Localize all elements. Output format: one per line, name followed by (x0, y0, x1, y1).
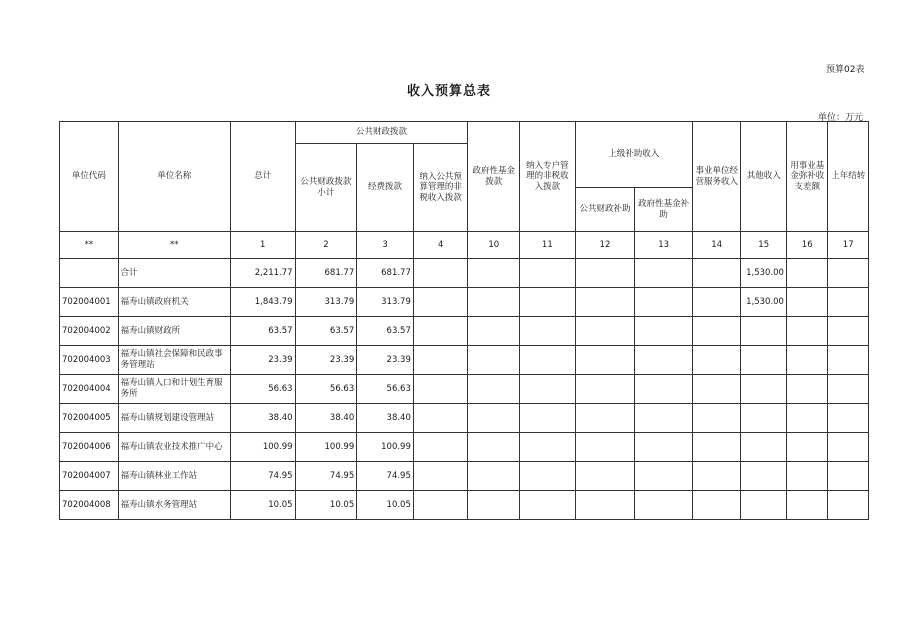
superior-gov-fund-cell (635, 259, 693, 288)
superior-gov-fund-cell (635, 433, 693, 462)
special-nontax-cell (520, 317, 576, 346)
index-cell: 4 (413, 232, 468, 259)
other-income-cell (741, 346, 787, 375)
index-cell: 14 (692, 232, 741, 259)
header-carryover: 上年结转 (828, 122, 869, 232)
nontax-budget-cell (413, 404, 468, 433)
fund-cover-cell (786, 288, 827, 317)
superior-public-cell (575, 433, 635, 462)
index-cell: 11 (520, 232, 576, 259)
nontax-budget-cell (413, 375, 468, 404)
fund-cover-cell (786, 375, 827, 404)
public-finance-subtotal-cell: 38.40 (295, 404, 357, 433)
page-title: 收入预算总表 (406, 84, 491, 99)
unit-name-cell: 福寿山镇人口和计划生育服务所 (118, 375, 230, 404)
fund-cover-cell (786, 404, 827, 433)
header-other-income: 其他收入 (741, 122, 787, 232)
table-row (60, 375, 869, 404)
carryover-cell (828, 433, 869, 462)
index-cell: 1 (230, 232, 295, 259)
total-cell: 38.40 (230, 404, 295, 433)
superior-gov-fund-cell (635, 346, 693, 375)
superior-public-cell (575, 404, 635, 433)
index-cell: ** (118, 232, 230, 259)
gov-fund-cell (468, 346, 520, 375)
table-row (60, 317, 869, 346)
header-nontax-budget: 纳入公共预算管理的非税收入拨款 (413, 144, 468, 232)
other-income-cell (741, 462, 787, 491)
fund-cover-cell (786, 259, 827, 288)
unit-code-cell (60, 259, 119, 288)
special-nontax-cell (520, 259, 576, 288)
public-finance-subtotal-cell: 63.57 (295, 317, 357, 346)
unit-name-cell: 合计 (118, 259, 230, 288)
gov-fund-cell (468, 433, 520, 462)
unit-name-cell: 福寿山镇林业工作站 (118, 462, 230, 491)
index-cell: 2 (295, 232, 357, 259)
index-cell: 17 (828, 232, 869, 259)
operating-funds-cell: 23.39 (357, 346, 414, 375)
other-income-cell (741, 433, 787, 462)
unit-code-cell: 702004006 (60, 433, 119, 462)
form-code-label: 预算02表 (826, 65, 865, 75)
business-income-cell (692, 317, 741, 346)
superior-gov-fund-cell (635, 375, 693, 404)
operating-funds-cell: 681.77 (357, 259, 414, 288)
superior-gov-fund-cell (635, 404, 693, 433)
gov-fund-cell (468, 259, 520, 288)
public-finance-subtotal-cell: 100.99 (295, 433, 357, 462)
superior-gov-fund-cell (635, 491, 693, 520)
superior-gov-fund-cell (635, 317, 693, 346)
carryover-cell (828, 346, 869, 375)
unit-code-cell: 702004002 (60, 317, 119, 346)
fund-cover-cell (786, 346, 827, 375)
header-unit-code: 单位代码 (60, 122, 119, 232)
carryover-cell (828, 288, 869, 317)
other-income-cell (741, 317, 787, 346)
fund-cover-cell (786, 491, 827, 520)
unit-code-cell: 702004001 (60, 288, 119, 317)
special-nontax-cell (520, 346, 576, 375)
special-nontax-cell (520, 375, 576, 404)
unit-code-cell: 702004008 (60, 491, 119, 520)
business-income-cell (692, 259, 741, 288)
table-row (60, 433, 869, 462)
business-income-cell (692, 375, 741, 404)
unit-code-cell: 702004007 (60, 462, 119, 491)
carryover-cell (828, 317, 869, 346)
special-nontax-cell (520, 288, 576, 317)
nontax-budget-cell (413, 491, 468, 520)
fund-cover-cell (786, 433, 827, 462)
public-finance-subtotal-cell: 23.39 (295, 346, 357, 375)
unit-code-cell: 702004004 (60, 375, 119, 404)
other-income-cell (741, 404, 787, 433)
superior-public-cell (575, 375, 635, 404)
operating-funds-cell: 100.99 (357, 433, 414, 462)
unit-name-cell: 福寿山镇农业技术推广中心 (118, 433, 230, 462)
header-superior-gov-fund: 政府性基金补助 (635, 188, 693, 232)
header-special-nontax: 纳入专户管理的非税收入拨款 (520, 122, 576, 232)
carryover-cell (828, 404, 869, 433)
superior-public-cell (575, 259, 635, 288)
index-cell: 16 (786, 232, 827, 259)
unit-name-cell: 福寿山镇政府机关 (118, 288, 230, 317)
public-finance-subtotal-cell: 74.95 (295, 462, 357, 491)
total-cell: 100.99 (230, 433, 295, 462)
nontax-budget-cell (413, 288, 468, 317)
header-superior-group: 上级补助收入 (575, 122, 692, 188)
gov-fund-cell (468, 404, 520, 433)
superior-public-cell (575, 462, 635, 491)
unit-code-cell: 702004005 (60, 404, 119, 433)
table-row (60, 288, 869, 317)
gov-fund-cell (468, 288, 520, 317)
carryover-cell (828, 375, 869, 404)
business-income-cell (692, 404, 741, 433)
nontax-budget-cell (413, 462, 468, 491)
total-cell: 56.63 (230, 375, 295, 404)
superior-gov-fund-cell (635, 288, 693, 317)
fund-cover-cell (786, 462, 827, 491)
unit-name-cell: 福寿山镇社会保障和民政事务管理站 (118, 346, 230, 375)
special-nontax-cell (520, 404, 576, 433)
business-income-cell (692, 346, 741, 375)
other-income-cell (741, 491, 787, 520)
carryover-cell (828, 259, 869, 288)
index-cell: 13 (635, 232, 693, 259)
business-income-cell (692, 491, 741, 520)
index-cell: 3 (357, 232, 414, 259)
nontax-budget-cell (413, 433, 468, 462)
superior-public-cell (575, 288, 635, 317)
operating-funds-cell: 63.57 (357, 317, 414, 346)
superior-gov-fund-cell (635, 462, 693, 491)
header-public-finance-group: 公共财政拨款 (295, 122, 468, 144)
unit-code-cell: 702004003 (60, 346, 119, 375)
total-cell: 63.57 (230, 317, 295, 346)
special-nontax-cell (520, 462, 576, 491)
operating-funds-cell: 10.05 (357, 491, 414, 520)
total-cell: 10.05 (230, 491, 295, 520)
table-row (60, 491, 869, 520)
index-row (60, 232, 869, 259)
operating-funds-cell: 74.95 (357, 462, 414, 491)
unit-name-cell: 福寿山镇财政所 (118, 317, 230, 346)
public-finance-subtotal-cell: 681.77 (295, 259, 357, 288)
nontax-budget-cell (413, 317, 468, 346)
public-finance-subtotal-cell: 56.63 (295, 375, 357, 404)
gov-fund-cell (468, 491, 520, 520)
unit-name-cell: 福寿山镇规划建设管理站 (118, 404, 230, 433)
table-row (60, 346, 869, 375)
special-nontax-cell (520, 491, 576, 520)
nontax-budget-cell (413, 259, 468, 288)
header-operating-funds: 经费拨款 (357, 144, 414, 232)
unit-label: 单位：万元 (818, 113, 864, 123)
total-cell: 74.95 (230, 462, 295, 491)
public-finance-subtotal-cell: 10.05 (295, 491, 357, 520)
gov-fund-cell (468, 317, 520, 346)
header-unit-name: 单位名称 (118, 122, 230, 232)
nontax-budget-cell (413, 346, 468, 375)
total-cell: 23.39 (230, 346, 295, 375)
business-income-cell (692, 462, 741, 491)
public-finance-subtotal-cell: 313.79 (295, 288, 357, 317)
other-income-cell: 1,530.00 (741, 288, 787, 317)
superior-public-cell (575, 317, 635, 346)
header-public-finance-subtotal: 公共财政拨款小计 (295, 144, 357, 232)
header-fund-cover: 用事业基金弥补收支差额 (786, 122, 827, 232)
business-income-cell (692, 433, 741, 462)
index-cell: ** (60, 232, 119, 259)
gov-fund-cell (468, 462, 520, 491)
operating-funds-cell: 38.40 (357, 404, 414, 433)
total-cell: 2,211.77 (230, 259, 295, 288)
index-cell: 10 (468, 232, 520, 259)
superior-public-cell (575, 346, 635, 375)
superior-public-cell (575, 491, 635, 520)
header-gov-fund: 政府性基金拨款 (468, 122, 520, 232)
carryover-cell (828, 462, 869, 491)
business-income-cell (692, 288, 741, 317)
total-row (60, 259, 869, 288)
header-business-income: 事业单位经营服务收入 (692, 122, 741, 232)
carryover-cell (828, 491, 869, 520)
fund-cover-cell (786, 317, 827, 346)
other-income-cell (741, 375, 787, 404)
special-nontax-cell (520, 433, 576, 462)
operating-funds-cell: 313.79 (357, 288, 414, 317)
operating-funds-cell: 56.63 (357, 375, 414, 404)
unit-name-cell: 福寿山镇水务管理站 (118, 491, 230, 520)
table-row (60, 404, 869, 433)
index-cell: 12 (575, 232, 635, 259)
header-superior-public: 公共财政补助 (575, 188, 635, 232)
gov-fund-cell (468, 375, 520, 404)
other-income-cell: 1,530.00 (741, 259, 787, 288)
income-budget-table (59, 121, 869, 520)
index-cell: 15 (741, 232, 787, 259)
header-total: 总计 (230, 122, 295, 232)
total-cell: 1,843.79 (230, 288, 295, 317)
table-row (60, 462, 869, 491)
